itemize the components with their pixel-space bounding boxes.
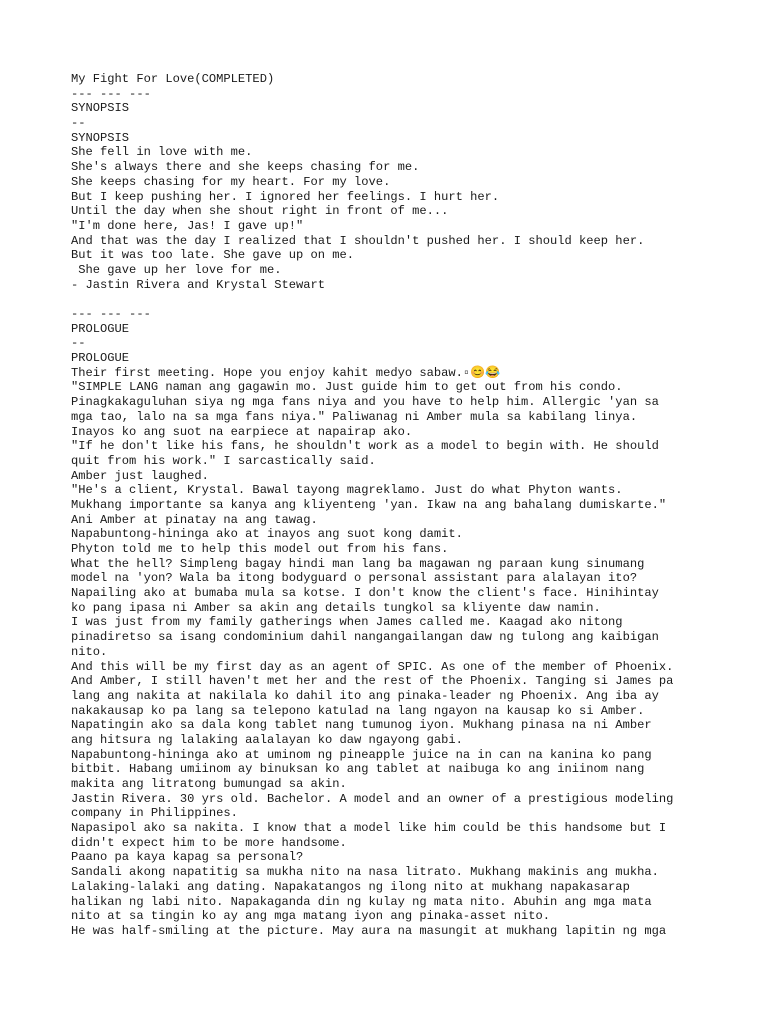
text-line: pinadiretso sa isang condominium dahil nangangailangan daw ng tulong ang kaibigan [71,630,659,645]
blank-line [71,292,761,307]
text-line: But I keep pushing her. I ignored her feelings. I hurt her. [71,189,500,204]
text-line: halikan ng labi nito. Napakaganda din ng kulay ng mata nito. Abuhin ang mga mata [71,894,652,909]
text-line: Until the day when she shout right in front of me... [71,204,449,219]
text-line: model na 'yon? Wala ba itong bodyguard o personal assistant para alalayan ito? [71,571,638,586]
text-line: ko pang ipasa ni Amber sa akin ang details tungkol sa kliyente daw namin. [71,600,601,615]
section-heading: PROLOGUE [71,321,130,336]
text-line: "I'm done here, Jas! I gave up!" [71,218,304,233]
text-line: And that was the day I realized that I shouldn't pushed her. I should keep her. [71,233,645,248]
text-line: bitbit. Habang umiinom ay binuksan ko ang tablet at naibuga ko ang iniinom nang [71,762,645,777]
text-line: And this will be my first day as an agent of SPIC. As one of the member of Phoenix. [71,659,674,674]
text-line: "SIMPLE LANG naman ang gagawin mo. Just guide him to get out from his condo. [71,380,623,395]
separator: -- [71,116,86,131]
separator: --- --- --- [71,86,151,101]
text-line: She's always there and she keeps chasing for me. [71,160,420,175]
separator: --- --- --- [71,307,151,321]
text-line: And Amber, I still haven't met her and the rest of the Phoenix. Tanging si James pa [71,674,674,689]
text-line: Inayos ko ang suot na earpiece at napairap ako. [71,424,413,439]
text-line: Napabuntong-hininga ako at inayos ang suot kong damit. [71,527,463,542]
text-line: mga tao, lalo na sa mga fans niya." Paliwanag ni Amber mula sa kabilang linya. [71,409,638,424]
text-line: "He's a client, Krystal. Bawal tayong magreklamo. Just do what Phyton wants. [71,483,623,498]
text-line: Lalaking-lalaki ang dating. Napakatangos ng ilong nito at mukhang napakasarap [71,879,630,894]
section-heading: PROLOGUE [71,351,130,366]
text-line: quit from his work." I sarcastically said. [71,453,376,468]
text-line: nakakausap ko pa lang sa telepono katulad na lang ngayon na kausap ko si Amber. [71,703,645,718]
text-line: But it was too late. She gave up on me. [71,248,355,263]
text-line: I was just from my family gatherings when James called me. Kaagad ako nitong [71,615,623,630]
text-line: "If he don't like his fans, he shouldn't work as a model to begin with. He should [71,439,659,454]
section-heading: SYNOPSIS [71,101,130,116]
text-line: Napailing ako at bumaba mula sa kotse. I don't know the client's face. Hinihintay [71,586,659,601]
text-line: lang ang nakita at nakilala ko dahil ito ang pinaka-leader ng Phoenix. Ang iba ay [71,688,659,703]
document-title: My Fight For Love(COMPLETED) [71,72,275,86]
text-line: Napatingin ako sa dala kong tablet nang tumunog iyon. Mukhang pinasa na ni Amber [71,718,652,733]
text-line: He was half-smiling at the picture. May aura na masungit at mukhang lapitin ng mga [71,923,667,938]
text-line: Phyton told me to help this model out from his fans. [71,542,449,556]
text-line: Napabuntong-hininga ako at uminom ng pineapple juice na in can na kanina ko pang [71,747,652,762]
text-line: nito. [71,644,108,659]
text-line: Paano pa kaya kapag sa personal? [71,850,304,865]
text-line: She gave up her love for me. [71,262,282,277]
text-line: - Jastin Rivera and Krystal Stewart [71,277,326,292]
text-line: Pinagkakaguluhan siya ng mga fans niya and you have to help him. Allergic 'yan sa [71,395,659,410]
text-line: Amber just laughed. [71,468,209,483]
text-line: She keeps chasing for my heart. For my love. [71,174,391,189]
text-line: She fell in love with me. [71,145,253,160]
text-line: Napasipol ako sa nakita. I know that a model like him could be this handsome but I [71,821,667,836]
text-line: didn't expect him to be more handsome. [71,835,347,850]
document-text [71,72,761,939]
section-heading: SYNOPSIS [71,130,130,145]
text-line: Mukhang importante sa kanya ang kliyenteng 'yan. Ikaw na ang bahalang dumiskarte." [71,497,667,512]
text-line: company in Philippines. [71,806,238,821]
text-line: makita ang litratong bumungad sa akin. [71,777,347,791]
text-line: Their first meeting. Hope you enjoy kahit medyo sabaw.▫😊😂 [71,365,501,380]
text-line: Jastin Rivera. 30 yrs old. Bachelor. A model and an owner of a prestigious modeling [71,791,674,806]
text-line: Sandali akong napatitig sa mukha nito na nasa litrato. Mukhang makinis ang mukha. [71,865,659,880]
separator: -- [71,336,86,351]
text-line: Ani Amber at pinatay na ang tawag. [71,512,318,527]
text-line: ang hitsura ng lalaking aalalayan ko daw ngayong gabi. [71,732,463,747]
text-line: nito at sa tingin ko ay ang mga matang iyon ang pinaka-asset nito. [71,909,550,924]
text-line: What the hell? Simpleng bagay hindi man lang ba magawan ng paraan kung sinumang [71,556,645,571]
